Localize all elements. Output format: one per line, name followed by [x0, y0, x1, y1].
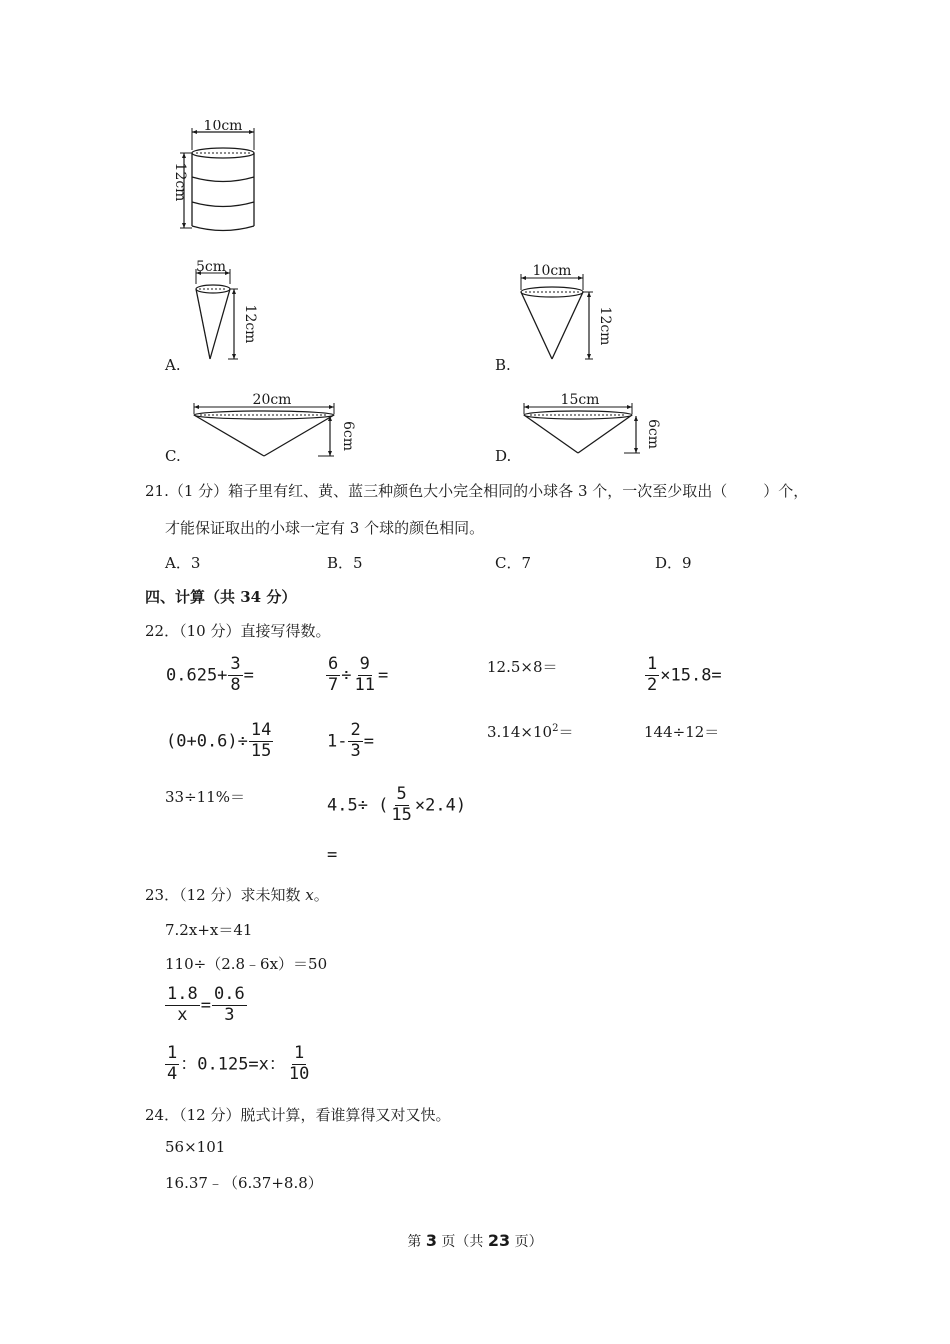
q23-equation-2: 110÷（2.8﹣6x）＝50 [165, 955, 328, 973]
cone-a-figure [188, 258, 258, 363]
option-c-letter[interactable]: C. [165, 447, 181, 465]
q22-expr-2: $\frac{6}{7}$ ÷ $\frac{9}{11}$ = [328, 654, 389, 695]
q22-header: 22．（10 分）直接写得数。 [145, 622, 331, 640]
cone-b-diameter-label: 10cm [532, 263, 572, 279]
cylinder-height-label: 12cm [172, 162, 188, 202]
q21-stem-after: ）个， [763, 482, 809, 500]
q21-line1 [145, 480, 808, 501]
q21-option-c[interactable]: C．7 [495, 554, 532, 572]
q24-expr-1: 56×101 [165, 1138, 226, 1156]
cone-d-diameter-label: 15cm [560, 392, 600, 408]
q24-header: 24．（12 分）脱式计算，看谁算得又对又快。 [145, 1106, 451, 1124]
cone-c-height-label: 6cm [340, 420, 356, 452]
cone-d-figure [518, 390, 663, 460]
q22-expr-1: 0.625+ $\frac{3}{8}$ = [166, 654, 254, 695]
cone-a-diameter-label: 5cm [195, 259, 227, 275]
q22-expr-6: 1- $\frac{2}{3}$ = [327, 720, 374, 761]
q22-expr-8: 144÷12＝ [644, 723, 720, 741]
option-a-letter[interactable]: A. [165, 356, 181, 374]
q21-stem-before: （1 分）箱子里有红、黄、蓝三种颜色大小完全相同的小球各 3 个，一次至少取出（ [168, 482, 728, 500]
cone-b-figure [515, 258, 625, 363]
q21-option-d[interactable]: D．9 [655, 554, 692, 572]
q23-equation-1: 7.2x+x＝41 [165, 921, 253, 939]
q21-line2: 才能保证取出的小球一定有 3 个球的颜色相同。 [165, 519, 485, 537]
cone-a-height-label: 12cm [242, 304, 258, 344]
q23-equation-4: $\frac{1}{4}$ ：0.125=x： $\frac{1}{10}$ [167, 1043, 310, 1084]
q23-equation-3: $\frac{1.8}{x}$ = $\frac{0.6}{3}$ [167, 984, 245, 1025]
q21-number: 21. [145, 482, 169, 500]
q22-expr-10-equals: = [327, 845, 338, 865]
q23-header: 23．（12 分）求未知数 x。 [145, 886, 329, 904]
cone-b-height-label: 12cm [597, 306, 613, 346]
q22-expr-5: (0+0.6)÷ $\frac{14}{15}$ [166, 720, 272, 761]
cylinder-figure [160, 120, 270, 235]
q21-option-b[interactable]: B．5 [327, 554, 363, 572]
cone-c-figure [188, 390, 358, 460]
current-page-number: 3 [425, 1231, 437, 1250]
q22-expr-4: $\frac{1}{2}$ ×15.8= [647, 654, 722, 695]
q24-expr-2: 16.37﹣（6.37+8.8） [165, 1174, 323, 1192]
option-b-letter[interactable]: B. [495, 356, 511, 374]
q22-expr-9: 33÷11%＝ [165, 788, 245, 806]
cone-c-diameter-label: 20cm [252, 392, 292, 408]
section-4-title: 四、计算（共 34 分） [145, 588, 297, 606]
total-page-number: 23 [487, 1231, 511, 1250]
cylinder-diameter-label: 10cm [203, 120, 243, 134]
q22-expr-10: 4.5÷ ( $\frac{5}{15}$ ×2.4) [327, 784, 467, 825]
q22-expr-3: 12.5×8＝ [487, 658, 558, 676]
option-d-letter[interactable]: D. [495, 447, 512, 465]
q22-expr-7: $3.14\times 10^2=$ [487, 723, 574, 741]
q21-option-a[interactable]: A．3 [165, 554, 201, 572]
page-footer: 第 3 页（共 23 页） [407, 1231, 543, 1250]
cone-d-height-label: 6cm [645, 418, 661, 450]
